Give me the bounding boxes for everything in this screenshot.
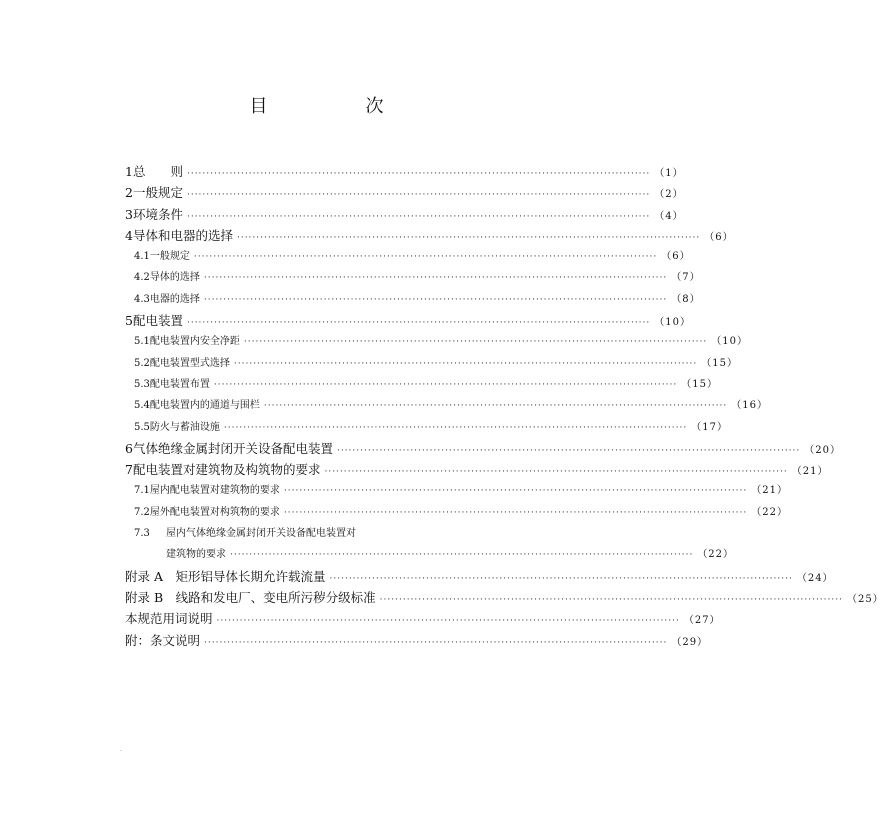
toc-page-number: （7） bbox=[671, 272, 701, 284]
toc-entry-number: 7.1 bbox=[134, 485, 150, 497]
toc-entry-number: 5.1 bbox=[134, 336, 150, 348]
toc-entry[interactable] bbox=[125, 566, 834, 587]
toc-dot-leader: ························································································································ bbox=[283, 486, 748, 497]
toc-entry-number: 5.2 bbox=[134, 357, 150, 369]
toc-entry-title: 配电装置内的通道与围栏 bbox=[149, 400, 260, 412]
toc-dot-leader: ························································································································ bbox=[243, 337, 708, 348]
toc-dot-leader: ························································································································ bbox=[216, 616, 680, 627]
toc-entry-number: 1 bbox=[125, 164, 133, 179]
toc-entry-number: 5.5 bbox=[134, 421, 150, 433]
toc-page-number: （10） bbox=[711, 336, 748, 348]
toc-entry-number: 7.3 bbox=[134, 528, 150, 540]
toc-entry-number: 5.3 bbox=[134, 378, 150, 390]
toc-page-number: （1） bbox=[654, 168, 684, 179]
toc-dot-leader: ························································································································ bbox=[329, 573, 793, 584]
toc-entry-title: 配电装置内安全净距 bbox=[149, 336, 240, 348]
toc-entry-title: 附：条文说明 bbox=[125, 632, 201, 648]
toc-entry-number: 7 bbox=[125, 462, 133, 478]
toc-entry-title: 本规范用词说明 bbox=[125, 611, 213, 627]
toc-entry[interactable] bbox=[125, 289, 701, 310]
toc-dot-leader: ························································································································ bbox=[236, 232, 701, 243]
toc-entry-title: 总 则 bbox=[132, 164, 183, 179]
toc-entry[interactable] bbox=[125, 353, 738, 374]
page-mark: . bbox=[120, 746, 122, 753]
toc-entry[interactable] bbox=[125, 246, 691, 267]
toc-entry-title: 配电装置对建筑物及构筑物的要求 bbox=[132, 462, 321, 478]
toc-entry-number: 4 bbox=[125, 227, 133, 243]
toc-page-number: （29） bbox=[671, 636, 709, 648]
toc-page-number: （25） bbox=[846, 593, 884, 605]
toc-page-number: （17） bbox=[691, 421, 728, 433]
toc-entry-title: 环境条件 bbox=[132, 206, 183, 222]
toc-entry-title: 附录 B 线路和发电厂、变电所污秽分级标准 bbox=[125, 589, 376, 605]
toc-page-number: （6） bbox=[661, 251, 691, 263]
toc-entry-number: 7.2 bbox=[134, 506, 150, 518]
toc-entry-title: 一般规定 bbox=[149, 251, 190, 263]
toc-page-number: （24） bbox=[796, 572, 834, 584]
toc-dot-leader: ························································································································ bbox=[203, 273, 668, 284]
toc-page-number: （6） bbox=[704, 231, 734, 243]
toc-entry-title: 配电装置型式选择 bbox=[149, 357, 230, 369]
toc-entry-number: 4.2 bbox=[134, 272, 150, 284]
toc-dot-leader: ························································································································ bbox=[204, 637, 668, 648]
toc-entry-number: 5 bbox=[125, 313, 133, 329]
toc-entry[interactable] bbox=[125, 225, 734, 246]
table-of-contents bbox=[125, 161, 884, 651]
toc-entry-number: 6 bbox=[125, 440, 133, 456]
toc-entry[interactable] bbox=[125, 587, 884, 608]
toc-entry[interactable] bbox=[125, 502, 788, 523]
toc-entry[interactable] bbox=[125, 523, 517, 544]
toc-page-number: （16） bbox=[731, 400, 768, 412]
toc-dot-leader: ························································································································ bbox=[186, 318, 651, 329]
toc-entry[interactable] bbox=[125, 417, 728, 438]
toc-entry[interactable] bbox=[125, 630, 709, 651]
toc-page-number: （22） bbox=[697, 549, 735, 561]
toc-entry-title: 配电装置 bbox=[132, 313, 183, 329]
toc-page-number: （15） bbox=[681, 378, 718, 390]
toc-entry-number: 2 bbox=[125, 185, 133, 201]
toc-entry-number: 4.3 bbox=[134, 293, 150, 305]
toc-entry-title: 导体的选择 bbox=[149, 272, 200, 284]
toc-entry[interactable] bbox=[125, 267, 701, 288]
toc-page-number: （21） bbox=[791, 466, 829, 478]
toc-entry[interactable] bbox=[125, 331, 748, 352]
toc-entry-number: 4.1 bbox=[134, 251, 150, 263]
toc-entry-number: 3 bbox=[125, 206, 133, 222]
toc-entry[interactable] bbox=[125, 395, 768, 416]
toc-entry-number: 5.4 bbox=[134, 400, 150, 412]
toc-entry[interactable] bbox=[125, 459, 829, 480]
toc-entry[interactable] bbox=[125, 161, 684, 182]
toc-entry[interactable] bbox=[125, 544, 735, 565]
toc-page-number: （22） bbox=[751, 506, 788, 518]
toc-entry-title: 建筑物的要求 bbox=[166, 549, 226, 561]
toc-entry-title: 屋内配电装置对建筑物的要求 bbox=[149, 485, 280, 497]
toc-dot-leader: ························································································································ bbox=[324, 467, 788, 478]
toc-dot-leader: ························································································································ bbox=[186, 211, 651, 222]
toc-dot-leader: ························································································································ bbox=[203, 294, 668, 305]
toc-dot-leader: ························································································································ bbox=[379, 594, 843, 605]
toc-dot-leader: ························································································································ bbox=[193, 252, 658, 263]
toc-entry[interactable] bbox=[125, 480, 788, 501]
toc-dot-leader: ························································································································ bbox=[223, 422, 688, 433]
toc-entry-title: 电器的选择 bbox=[149, 293, 200, 305]
toc-dot-leader: ························································································································ bbox=[186, 190, 651, 201]
toc-entry[interactable] bbox=[125, 438, 842, 459]
toc-dot-leader: ························································································································ bbox=[233, 358, 698, 369]
toc-entry-title: 屋内气体绝缘金属封闭开关设备配电装置对 bbox=[166, 528, 356, 540]
toc-entry-title: 导体和电器的选择 bbox=[132, 227, 233, 243]
toc-dot-leader: ························································································································ bbox=[283, 507, 748, 518]
toc-entry-title: 屋外配电装置对构筑物的要求 bbox=[149, 506, 280, 518]
toc-page-number: （21） bbox=[751, 485, 788, 497]
toc-dot-leader: ························································································································ bbox=[336, 445, 801, 456]
toc-entry-title: 附录 A 矩形铝导体长期允许载流量 bbox=[125, 568, 326, 584]
toc-page-number: （27） bbox=[683, 615, 721, 627]
toc-entry[interactable] bbox=[125, 310, 692, 331]
toc-entry[interactable] bbox=[125, 204, 684, 225]
toc-entry-title: 气体绝缘金属封闭开关设备配电装置 bbox=[132, 440, 333, 456]
toc-entry-title: 防火与蓄油设施 bbox=[149, 421, 220, 433]
toc-dot-leader: ························································································································ bbox=[230, 550, 694, 561]
toc-dot-leader: ························································································································ bbox=[213, 379, 678, 390]
page-title: 目 次 bbox=[249, 96, 424, 117]
toc-dot-leader: ························································································································ bbox=[263, 401, 728, 412]
toc-entry[interactable] bbox=[125, 182, 684, 203]
toc-entry[interactable] bbox=[125, 374, 718, 395]
toc-dot-leader: ························································································································ bbox=[186, 169, 651, 179]
toc-page-number: （15） bbox=[701, 357, 738, 369]
toc-page-number: （20） bbox=[804, 444, 842, 456]
toc-entry-title: 配电装置布置 bbox=[149, 378, 210, 390]
toc-page-number: （8） bbox=[671, 293, 701, 305]
toc-entry-title: 一般规定 bbox=[132, 185, 183, 201]
toc-page-number: （10） bbox=[654, 317, 692, 329]
toc-entry[interactable] bbox=[125, 608, 721, 629]
toc-page-number: （4） bbox=[654, 210, 684, 222]
toc-page-number: （2） bbox=[654, 189, 684, 201]
